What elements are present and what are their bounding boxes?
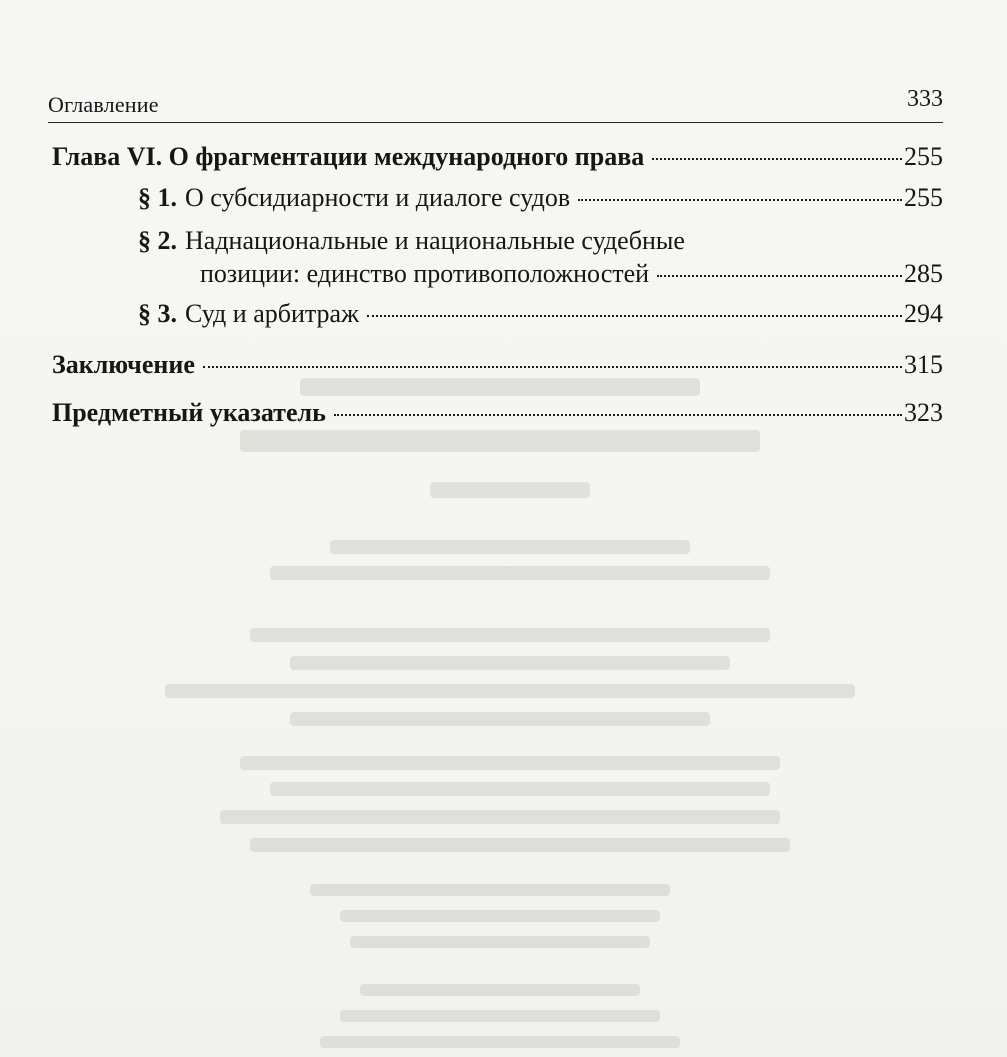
toc-section-title: О субсидиарности и диалоге судов (185, 183, 571, 212)
toc-chapter-title: Заключение (52, 350, 195, 379)
running-header (48, 84, 943, 123)
toc-page-number: 323 (904, 398, 943, 427)
toc-entry-section-2-line-1 (138, 226, 685, 256)
dot-leader (203, 366, 902, 368)
dot-leader (652, 158, 902, 160)
dot-leader (657, 275, 902, 277)
toc-entry-chapter-6 (52, 142, 943, 172)
toc-page-number: 255 (904, 183, 943, 212)
toc-page-number: 315 (904, 350, 943, 379)
toc-entry-conclusion (52, 350, 943, 380)
page-number: 333 (907, 86, 943, 112)
toc-section-number: § 1. (138, 183, 177, 212)
toc-section-title-line-1: Наднациональные и национальные судебные (185, 226, 685, 255)
toc-page-number: 294 (904, 299, 943, 328)
running-title: Оглавление (48, 92, 159, 117)
toc-page-number: 285 (904, 259, 943, 288)
toc-page-number: 255 (904, 142, 943, 171)
toc-section-title-line-2: позиции: единство противоположностей (200, 259, 650, 288)
toc-entry-section-1 (138, 183, 943, 213)
dot-leader (334, 414, 902, 416)
dot-leader (578, 199, 902, 201)
toc-entry-section-2-line-2 (200, 259, 943, 289)
dot-leader (367, 315, 902, 317)
toc-section-number: § 3. (138, 299, 177, 328)
toc-entry-subject-index (52, 398, 943, 428)
toc-chapter-title: Предметный указатель (52, 398, 326, 427)
toc-section-title: Суд и арбитраж (185, 299, 360, 328)
toc-entry-section-3 (138, 299, 943, 329)
toc-chapter-title: Глава VI. О фрагментации международного права (52, 142, 645, 171)
toc-section-number: § 2. (138, 226, 177, 255)
